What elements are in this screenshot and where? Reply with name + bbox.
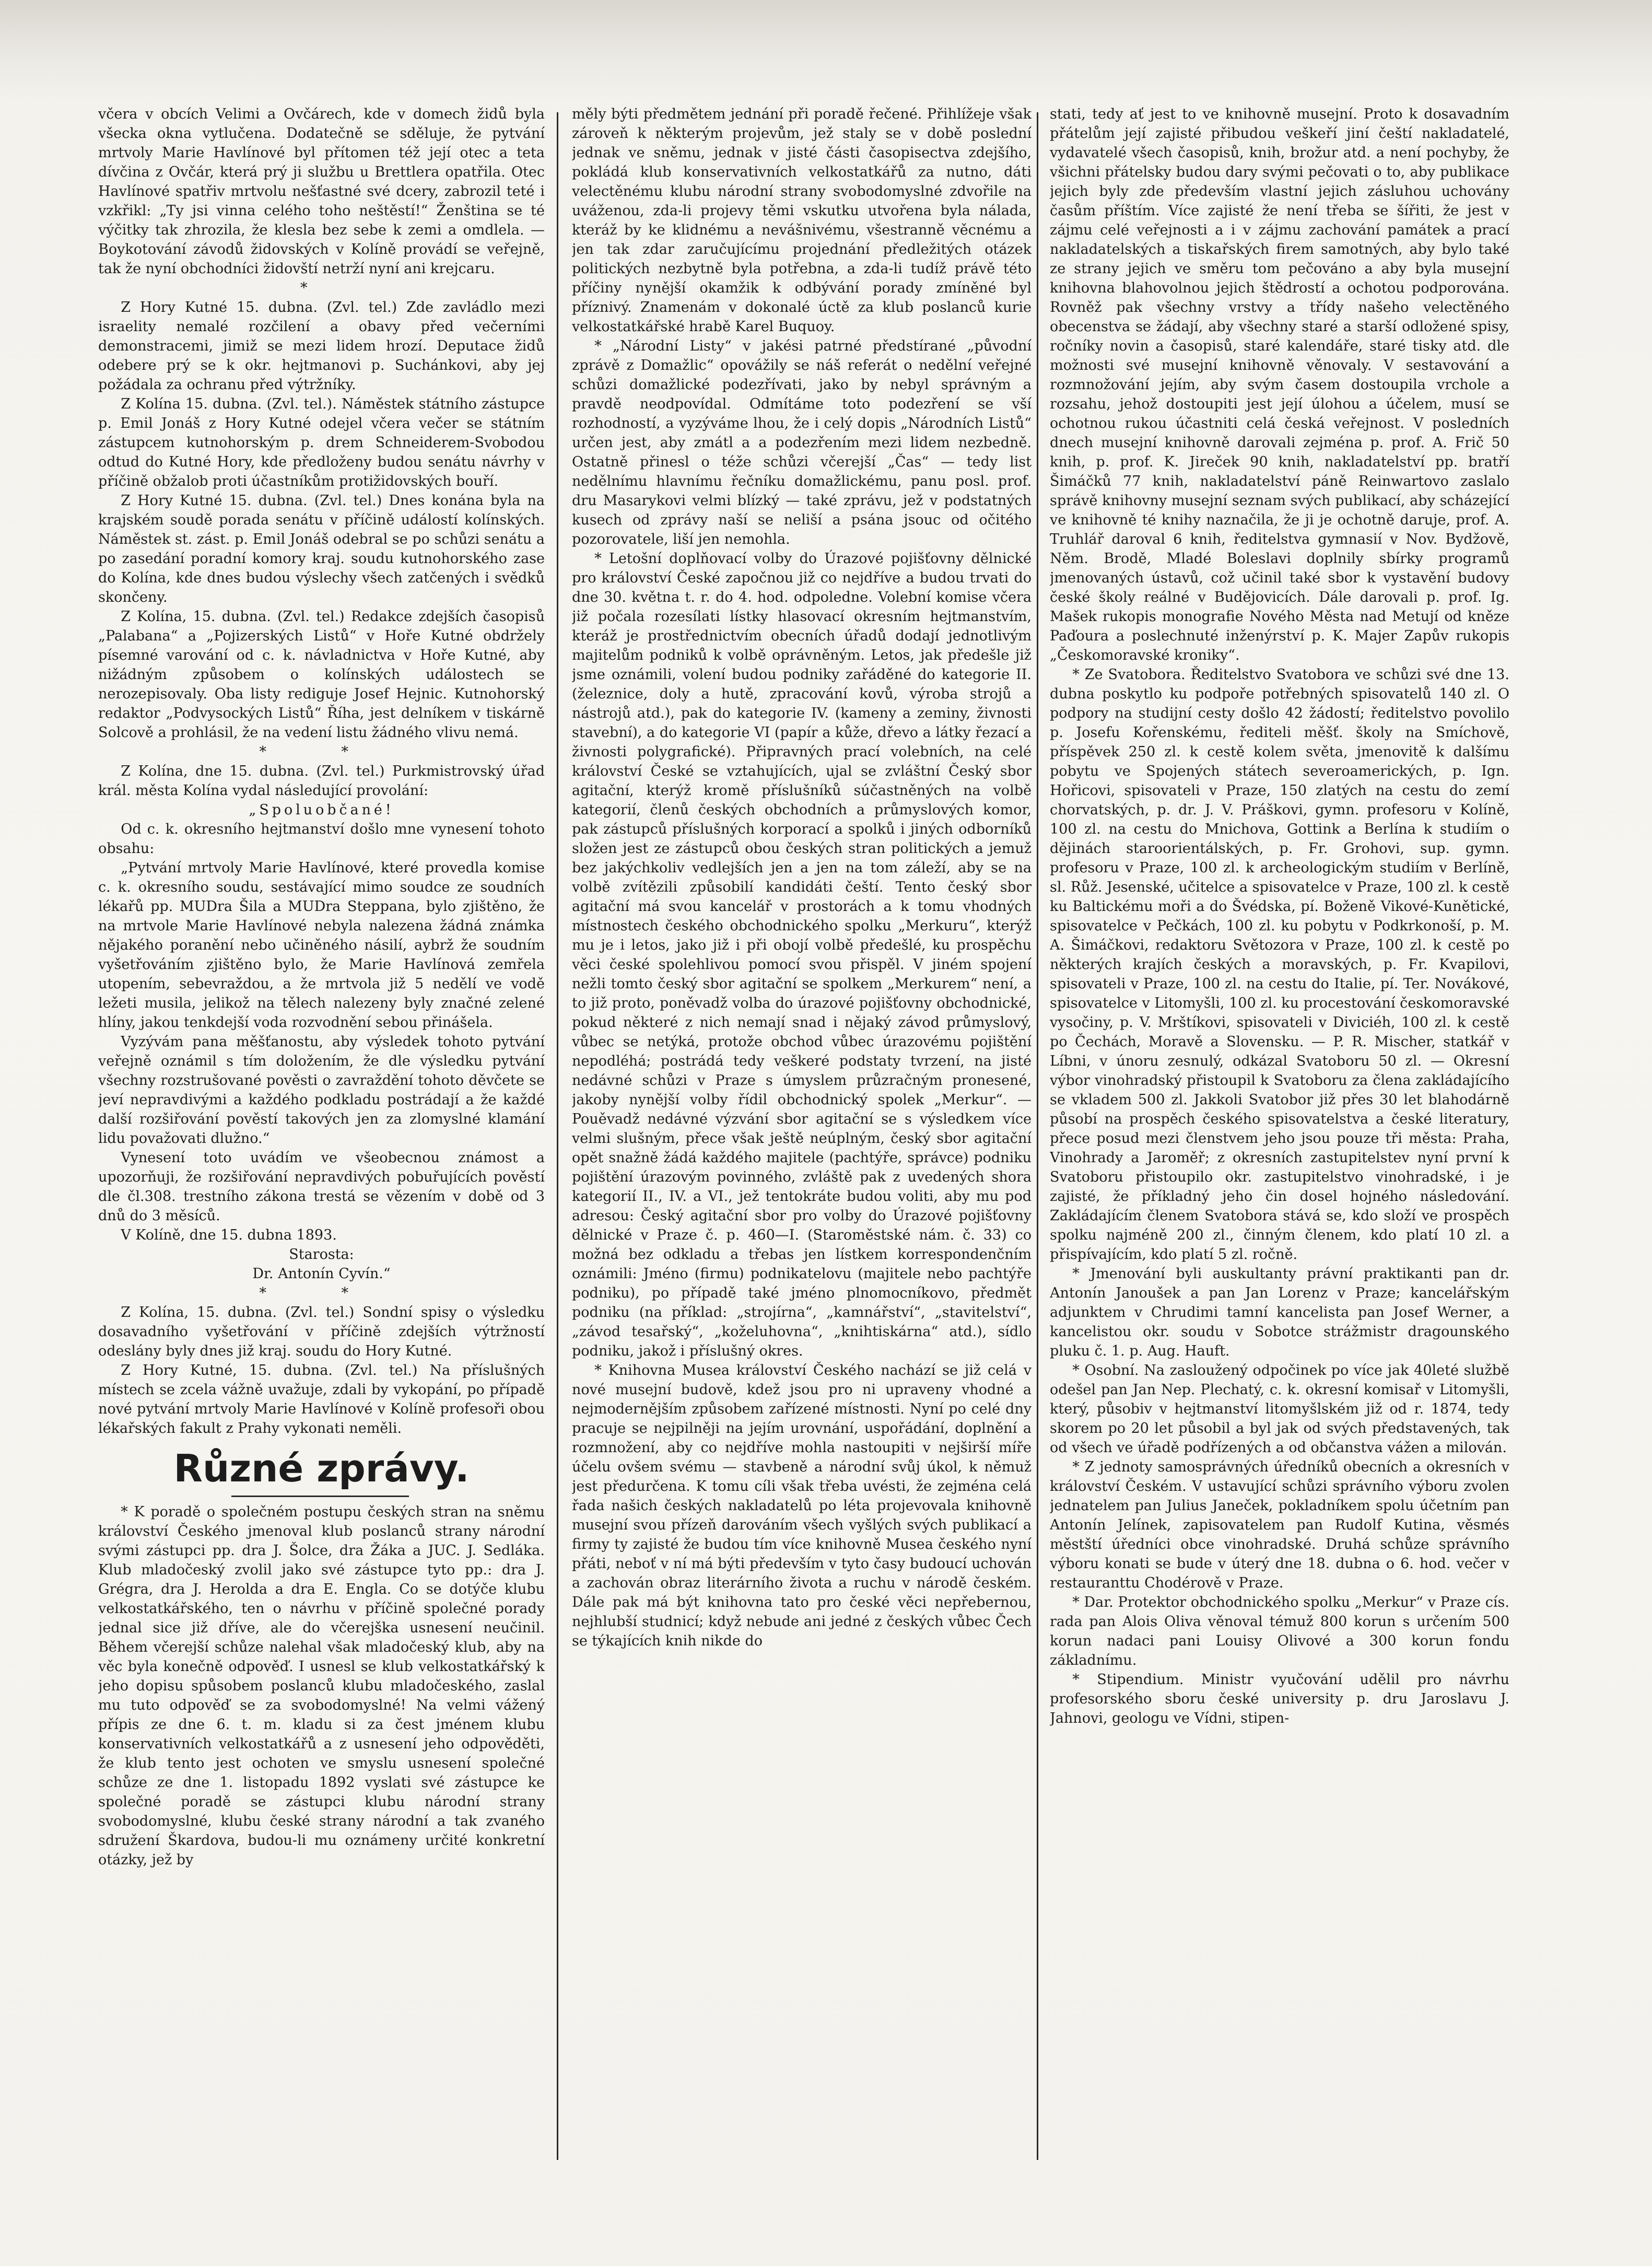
proclamation-date: V Kolíně, dne 15. dubna 1893.	[121, 1227, 337, 1243]
column-left	[98, 104, 545, 2173]
news-dispatch: Z Kolína, 15. dubna. (Zvl. tel.) Sondní spisy o výsledku dosavadního vyšetřování v příčině zdejších výtržností odeslány byly dnes již kraj. soudu do Hory Kutné.	[98, 1304, 545, 1359]
article-paragraph: včera v obcích Velimi a Ovčárech, kde v domech židů byla všecka okna vytlučena. Dodatečně se sděluje, že pytvání mrtvoly Marie Havlínové byl přítomen též její otec a teta dívčina z Ovčár, která prý ji službu u Brettlera opatřila. Otec Havlínové spatřiv mrtvolu nešťastné své dcery, zabrozil teté i vzkřikl: „Ty jsi vinna celého toho neštěstí!“ Ženština se té výčitky tak zhrozila, že klesla bez sebe k zemi a omdlela. — Boykotování závodů židovských v Kolíně provádí se veřejně, tak že nyní obchodníci židovští netrží nyní ani krejcaru.	[98, 106, 545, 277]
proclamation-text: Vyzývám pana měšťanostu, aby výsledek tohoto pytvání veřejně oznámil s tím doložením, že dle výsledku pytvání všechny rozstrušované pověsti o zavraždění tohoto děvčete se jeví nepravdivými a každého podkladu postrádají a že každé další rozšiřování pověstí takových jen za zlomyslné klamání lidu považovati dlužno.“	[98, 1034, 545, 1147]
column-divider	[1037, 112, 1038, 2160]
news-item: * Z jednoty samosprávných úředníků obecních a okresních v království Českém. V ustavující schůzi správního výboru zvolen jednatelem pan Julius Janeček, pokladníkem spolu účetním pan Antonín Jelínek, zapisovatelem pan Rudolf Kutina, věsmés městští úředníci obce vinohradské. Druhá schůze správního výboru konati se bude v úterý dne 18. dubna o 6. hod. večer v restauranttu Chodérově v Praze.	[1050, 1459, 1509, 1591]
news-item: * Ze Svatobora. Ředitelstvo Svatobora ve schůzi své dne 13. dubna poskytlo ku podpoře potřebných spisovatelů 140 zl. O podpory na studijní cesty došlo 42 žádostí; ředitelstvo povolilo p. Josefu Kořenskému, řediteli měšť. školy na Smíchově, příspěvek 250 zl. k cestě kolem světa, jmenovitě k dalšímu pobytu ve Spojených státech severoamerických, p. Ign. Hořicovi, spisovateli v Praze, 150 zlatých na cestu do zemí chorvatských, p. dr. J. V. Práškovi, gymn. profesoru v Kolíně, 100 zl. na cestu do Mnichova, Gottink a Berlína k studiím o dějinách staroorientálských, p. Fr. Grohovi, sup. gymn. profesoru v Praze, 100 zl. k archeologickým studiím v Berlíně, sl. Růž. Jesenské, učitelce a spisovatelce v Praze, 100 zl. k cestě ku Baltickému moři a do Švédska, pí. Boženě Vikové-Kunětické, spisovatelce v Pečkách, 100 zl. ku pobytu v Podkrkonoší, p. M. A. Šimáčkovi, redaktoru Světozora v Praze, 100 zl. k cestě po některých krajích českých a moravských, p. Fr. Kvapilovi, spisovateli v Praze, 100 zl. na cestu do Italie, pí. Ter. Novákové, spisovatelce v Litomyšli, 100 zl. ku procestování českomoravské vysočiny, p. V. Mrštíkovi, spisovateli v Diviciéh, 100 zl. k cestě po Čechách, Moravě a Slovensku. — P. R. Mischer, statkář v Líbni, v únoru zesnulý, odkázal Svatoboru 50 zl. — Okresní výbor vinohradský přistoupil k Svatoboru za člena zakládajícího se vkladem 500 zl. Jakkoli Svatobor již přes 30 let blahodárně působí na prospěch českého spisovatelstva a české literatury, přece posud mezi členstvem jeho jsou pouze tři města: Praha, Vinohrady a Jaroměř; z okresních zastupitelstev nyní první k Svatoboru přistoupilo okr. zastupitelstvo vinohradské, i je zajisté, že příkladný jeho čin dosel hojného následování. Zakládajícím členem Svatobora stává se, kdo složí ve prospěch spolku najméně 200 zl., činným členem, kdo platí 10 zl. a přispívajícím, kdo platí 5 zl. ročně.	[1050, 667, 1509, 1263]
section-separator: * *	[259, 1285, 384, 1301]
news-item: * Stipendium. Ministr vyučování udělil pro návrhu profesorského sboru české university p. dru Jaroslavu J. Jahnovi, geologu ve Vídni, stipen-	[1050, 1672, 1509, 1726]
news-dispatch: Z Kolína, 15. dubna. (Zvl. tel.) Redakce zdejších časopisů „Palabana“ a „Pojizerských Listů“ v Hoře Kutné obdržely písemné varování od c. k. návladnictva v Hoře Kutné, aby nižádným způsobem o kolínských událostech se nerozepisovaly. Oba listy rediguje Josef Hejnic. Kutnohorský redaktor „Podvysockých Listů“ Říha, jest delníkem v tiskárně Solcově a prohlásil, že na vedení listu žádného vlivu nemá.	[98, 609, 545, 741]
column-divider	[557, 112, 558, 2160]
news-item: * K poradě o společném postupu českých stran na sněmu království Českého jmenoval klub poslanců strany národní svými zástupci pp. dra J. Šolce, dra Žáka a JUC. J. Sedláka. Klub mladočeský zvolil jako své zástupce tyto pp.: dra J. Grégra, dra J. Herolda a dra E. Engla. Co se dotýče klubu velkostatkářského, ten o návrhu v příčině společné porady jednal sice již dříve, ale do včerejška usnesení neučinil. Během včerejší schůze nalehal však mladočeský klub, aby na věc byla konečně odpověď. I usnesl se klub velkostatkářský k jeho dopisu spůsobem poslanců klubu mladočeského, zaslal mu tuto odpověď se za svobodomyslné! Na velmi vážený přípis ze dne 6. t. m. kladu si za čest jménem klubu konservativních velkostatkářů a z usnesení jeho odpověděti, že klub tento jest ochoten ve smyslu usnesení společné schůze ze dne 1. listopadu 1892 vyslati své zástupce ke společné poradě se zástupci klubu národní strany svobodomyslné, klubu české strany národní a tak zvaného sdružení Škardova, budou-li mu oznámeny určité konkretní otázky, jež by	[98, 1504, 545, 1868]
news-item: * Letošní doplňovací volby do Úrazové pojišťovny dělnické pro království České započnou již co nejdříve a budou trvati do dne 30. května t. r. do 4. hod. odpoledne. Volební komise včera již počala rozesílati lístky hlasovací okresním hejtmanstvím, kteráž je prostřednictvím obecních úřadů dodají jednotlivým majitelům podniků k volbě oprávněným. Letos, jak předešle již jsme oznámili, volení budou podniky zařáděné do kategorie II. (železnice, doly a hutě, zpracování kovů, výroba strojů a nástrojů atd.), pak do kategorie IV. (kameny a zeminy, živnosti stavební), a do kategorie VI (papír a kůže, dřevo a látky řezací a živnosti polygrafické). Připravných prací volebních, na celé království České se vztahujících, ujal se zvláštní Český sbor agitační, kterýž kromě příslušníků súčastněných na volbě kategorií, členů českých obchodních a průmyslových komor, pak zástupců příslušných korporací a spolků i jiných odborníků složen jest ze zástupců obou českých stran politických a jemuž bez jakýchkoliv vedlejších jen a jen na tom záleží, aby se na volbě zvítězili způsobilí kandidáti čeští. Tento český sbor agitační má svou kancelář v prostorách a k tomu vhodných místnostech českého obchodnického spolku „Merkuru“, kterýž mu je i letos, jako již i při obojí volbě předešlé, ku prospěchu věci české spolehlivou pomocí svou přispěl. V jiném spojení nežli tomto český sbor agitační se spolkem „Merkurem“ není, a to již proto, poněvadž volba do úrazové pojišťovny obchodnické, pokud některé z nich nemají snad i nějaký závod průmyslový, vůbec se netýká, protože obchod vůbec úrazovému pojištění nepodléhá; postrádá tedy veškeré podstaty tvrzení, na jisté nedávné schůzi v Praze s úmyslem průzračným pronesené, jakoby nynější volby řídil obchodnický spolek „Merkur“. — Pouěvadž nedávné výzvání sbor agitační se s výsledkem více velmi slušným, přece však ještě neúplným, český sbor agitační opět snažně žádá každého majitele (pachtýře, správce) podniku pojištění úrazovým povinného, zvláště pak z uvedených shora kategorií II., IV. a VI., jež tentokráte budou voliti, aby mu pod adresou: Český agitační sbor pro volby do Úrazové pojišťovny dělnické v Praze č. p. 460—I. (Staroměstské nám. č. 33) co možná bez odkladu a třebas jen lístkem korrespondenčním oznámili: Jméno (firmu) podnikatelovu (majitele nebo pachtýře podniku), po případě také jméno plnomocníkovo, předmět podniku (na příklad: „strojírna“, „kamnářství“, „stavitelství“, „závod tesařský“, „koželuhovna“, „knihtiskárna“ atd.), sídlo podniku, jakož i příslušný okres.	[572, 551, 1032, 1359]
news-item: * Knihovna Musea království Českého nachází se již celá v nové musejní budově, kdež jsou pro ni upraveny vhodné a nejmodernějším způsobem zařízené místnosti. Nyní po celé dny pracuje se nejpilněji na jejím urovnání, uspořádání, doplnění a rozmnožení, aby co nejdříve mohla nastoupiti v nejširší míře účelu ovšem svému — stavbeně a národní svůj úkol, k němuž jest předurčena. K tomu cíli však třeba uvésti, že zejména celá řada našich českých nakladatelů po léta projevovala knihovně musejní svou přízeň darováním všech vyšlých svých publikací a firmy ty zajisté že budou tím více knihovně Musea českého nyní přáti, neboť v ní má býti především v tyto časy budoucí uchován a zachován obraz literárního života a ruchu v národě českém. Dále pak má být knihovna tato pro české věci nepřebernou, nejhlubší studnicí; když nebude ani jedné z českých vůbec Čech se týkajících knih nikde do	[572, 1362, 1032, 1649]
proclamation-text: „Pytvání mrtvoly Marie Havlínové, které provedla komise c. k. okresního soudu, sestávající mimo soudce ze soudních lékařů pp. MUDra Šila a MUDra Steppana, bylo zjištěno, že na mrtvole Marie Havlínové nebyla nalezena žádná známka nějakého poranění nebo učiněného násilí, aybrž že soudním vyšetřováním zjištěno bylo, že Marie Havlínová zemřela utopením, sebevraždou, a že mrtvola již 5 nedělí ve vodě ležeti musila, jelikož na tělech nalezeny byly značné zelené hlíny, jakou tenkdejší voda rozvodnění sebou přinášela.	[98, 860, 545, 1031]
news-item: * „Národní Listy“ v jakési patrné předstírané „původní zprávě z Domažlic“ opovážily se náš referát o nedělní veřejné schůzi domažlické podezřívati, jako by nebyl správným a pravdě neodpovídal. Odmítáme toto podezření se vší rozhodností, a vyzýváme lhou, že i celý dopis „Národních Listů“ určen jest, aby zmátl a a podezřením mezi lidem nezbedně. Ostatně přinesl o téže schůzi včerejší „Čas“ — tedy list nedělnímu hlavnímu řečníku domažlickému, panu posl. prof. dru Masarykovi velmi blízký — také zprávu, jež v podstatných kusech od zprávy naší se neliší a psána jsouc od očitého pozorovatele, liší jen nemohla.	[572, 338, 1032, 547]
column-middle	[572, 104, 1032, 2173]
news-dispatch: Z Kolína, dne 15. dubna. (Zvl. tel.) Purkmistrovský úřad král. města Kolína vydal následující provolání:	[98, 763, 545, 799]
proclamation-text: Vynesení toto uvádím ve všeobecnou známost a upozorňuji, že rozšiřování nepravdivých pobuřujících pověstí dle čl.308. trestního zákona trestá se vězením v době od 3 dnů do 3 měsíců.	[98, 1150, 545, 1224]
proclamation-text: Od c. k. okresního hejtmanství došlo mne vynesení tohoto obsahu:	[98, 821, 545, 857]
signature-title: Starosta:	[289, 1246, 354, 1263]
news-item: * Jmenování byli auskultanty právní praktikanti pan dr. Antonín Janoušek a pan Jan Lorenz v Praze; kancelářským adjunktem v Chrudimi tamní kancelista pan Josef Werner, a kancelistou okr. soudu v Sobotce strážmistr dragounského pluku č. 1. p. Aug. Hauft.	[1050, 1266, 1509, 1359]
heading-underline	[231, 1496, 409, 1497]
news-dispatch: Z Kolína 15. dubna. (Zvl. tel.). Náměstek státního zástupce p. Emil Jonáš z Hory Kutné odejel včera večer se státním zástupcem kutnohorským p. drem Schneiderem-Svobodou odtud do Kutné Hory, kde předloženy budou senátu návrhy v příčině obžalob proti účastníkům protižidovských bouří.	[98, 396, 545, 489]
article-paragraph: měly býti předmětem jednání při poradě řečené. Přihlížeje však zároveň k některým projevům, jež staly se v době poslední jednak ve sněmu, jednak v jisté části časopisectva zdejšího, pokládá klub konservativních velkostatkářů za nutno, dáti velectěnému klubu národní strany svobodomyslné zdvořile na uváženou, zda-li projevy těmi vskutku utvořena byla nálada, kteráž by ke klidnému a nevášnivému, všestranně věcnému a jen tak zdar zaručujícímu projednání předležitých otázek politických nezbytně byla potřebna, a zda-li tudíž právě této příčiny nynější okamžik k odbývání porady zmíněné byl příznivý. Znamenám v dokonalé úctě za klub poslanců kurie velkostatkářské hrabě Karel Buquoy.	[572, 106, 1032, 335]
news-dispatch: Z Hory Kutné 15. dubna. (Zvl. tel.) Zde zavládlo mezi israelity nemalé rozčilení a obavy před večerními demonstracemi, jimiž se mezi lidem hrozí. Deputace židů odebere prý se k okr. hejtmanovi p. Suchánkovi, aby jej požádala za ochranu před výtržníky.	[98, 299, 545, 393]
section-separator: *	[300, 280, 343, 296]
section-separator: * *	[259, 744, 384, 760]
column-right	[1050, 104, 1509, 2173]
article-paragraph: stati, tedy ať jest to ve knihovně musejní. Proto k dosavadním přátelům její zajisté přibudou veškeří jiní čeští nakladatelé, vydavatelé všech časopisů, knih, brožur atd. a není pochyby, že všichni přátelsky budou dary svými pečovati o to, aby publikace jejich byly zde především vlastní jejich zásluhou uchovány časům příštím. Více zajisté že není třeba se šířiti, že jest v zájmu celé veřejnosti a i v zájmu zachování památek a prací nakladatelských a tiskařských firem samotných, aby bylo také ze strany jejich ve směru tom pečováno a aby byla musejní knihovna blahovolnou jejich štědrostí a ochotou podporována. Rovněž pak všechny vrstvy a třídy našeho velectěného obecenstva se žádají, aby všechny staré a starší odložené spisy, ročníky novin a časopisů, staré kalendáře, staré tisky atd. dle možnosti své musejní knihovně věnovaly. V sestavování a rozmnožování jejím, aby svým časem dostoupila vrchole a rozsahu, jehož dostoupiti jest její úlohou a účelem, musí se ochotnou rukou účastniti celá česká veřejnost. V posledních dnech musejní knihovně darovali zejména p. prof. A. Frič 50 knih, p. prof. K. Jireček 90 knih, nakladatelství pp. bratří Šimáčků 77 knih, nakladatelství páně Reinwartovo zaslalo správě knihovny musejní seznam svých publikací, aby scházející ve knihovně té knihy naznačila, že ji je ochotně daruje, prof. A. Truhlář daroval 6 knih, ředitelstva gymnasií v Nov. Bydžově, Něm. Brodě, Mladé Boleslavi doplnily sbírky programů jmenovaných ústavů, což učinil také sbor k vystavění budovy české školy reálné v Budějovicích. Dále darovali p. prof. Ig. Mašek rukopis monografie Nového Města nad Metují od kněze Paďoura a poslechnuté inženýrství p. K. Majer Zapův rukopis „Českomoravské kroniky“.	[1050, 106, 1509, 663]
news-item: * Dar. Protektor obchodnického spolku „Merkur“ v Praze cís. rada pan Alois Oliva věnoval témuž 800 korun s určením 500 korun nadaci pani Louisy Olivové a 300 korun fondu základnímu.	[1050, 1594, 1509, 1668]
news-dispatch: Z Hory Kutné, 15. dubna. (Zvl. tel.) Na příslušných místech se zcela vážně uvažuje, zdali by vykopání, po případě nové pytvání mrtvoly Marie Havlínové v Kolíně profesoři obou lékařských fakult z Prahy vykonati neměli.	[98, 1362, 545, 1436]
scan-shadow	[0, 0, 1652, 99]
news-dispatch: Z Hory Kutné 15. dubna. (Zvl. tel.) Dnes konána byla na krajském soudě porada senátu v příčině událostí kolínských. Náměstek st. zást. p. Emil Jonáš odebral se po schůzi senátu a po zasedání poradní komory kraj. soudu kutnohorského zase do Kolína, kde dnes budou výslechy všech zatčených i svědků skončeny.	[98, 493, 545, 605]
section-heading: Různé zprávy.	[173, 1446, 470, 1490]
news-item: * Osobní. Na zasloužený odpočinek po více jak 40leté službě odešel pan Jan Nep. Plechatý, c. k. okresní komisař v Litomyšli, který, působiv v hejtmanství litomyšlském již od r. 1874, tedy skorem po 20 let působil a byl jak od svých představených, tak od všech ve úřadě podřízených a od občanstva vážen a milován.	[1050, 1362, 1509, 1456]
signature-name: Dr. Antonín Cyvín.“	[252, 1266, 391, 1282]
proclamation-salutation: „Spoluobčané!	[249, 802, 394, 818]
